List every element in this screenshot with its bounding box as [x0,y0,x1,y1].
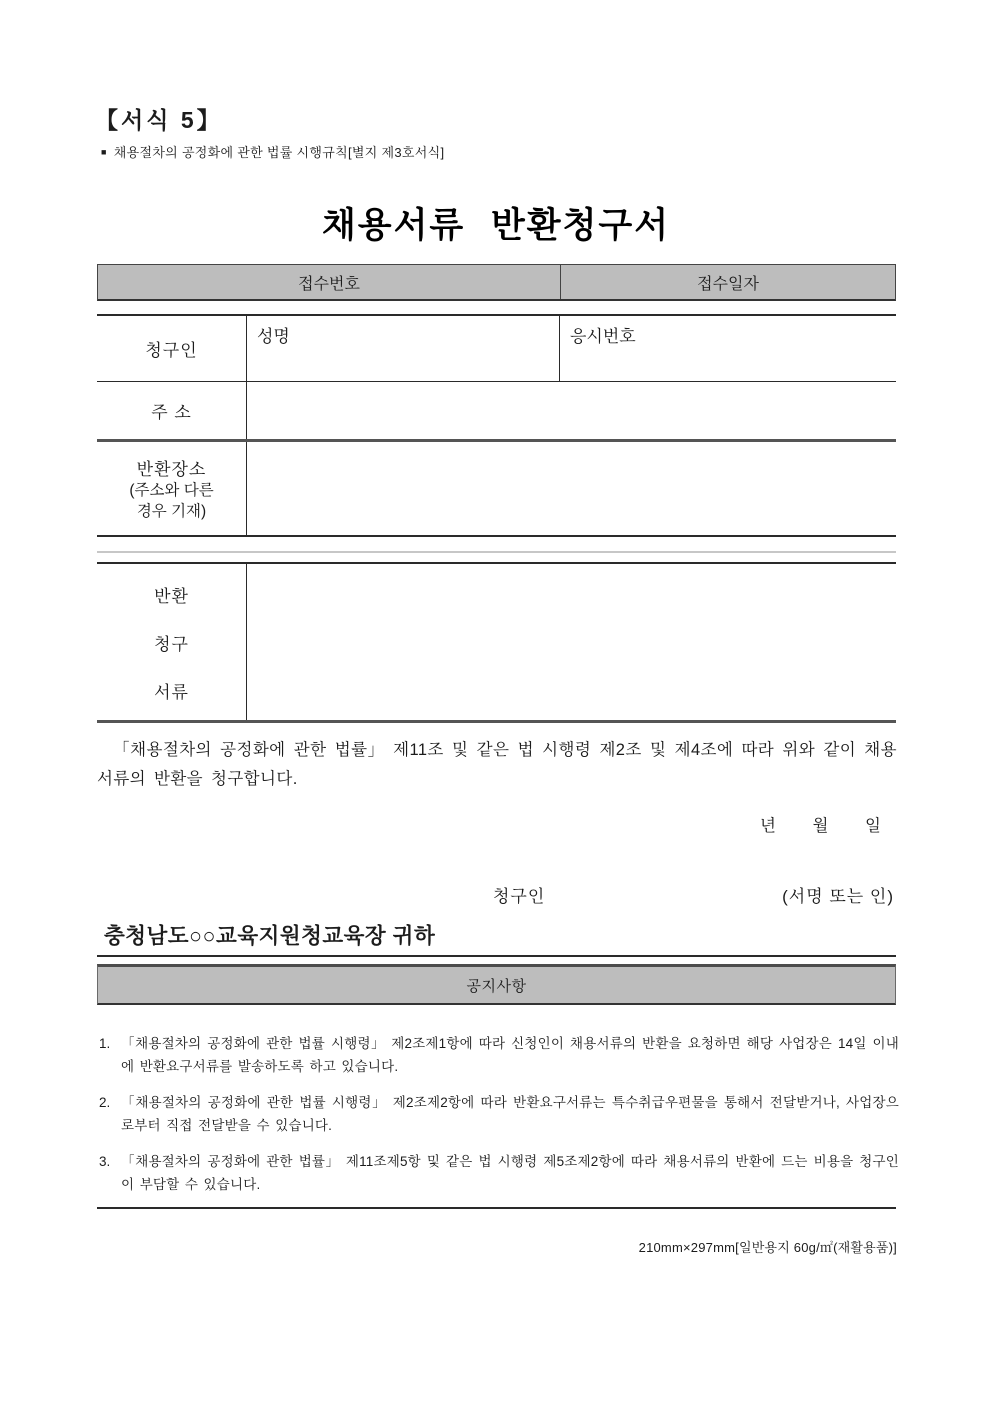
return-documents-label [97,564,247,720]
notice-item-number: 3. [99,1154,111,1169]
return-documents-label-line3: 서류 [154,682,189,702]
paper-spec-note: 210mm×297mm[일반용지 60g/㎡(재활용품)] [638,1240,897,1255]
return-place-label-line2: (주소와 다른 [129,482,214,499]
month-label: 월 [812,817,830,835]
receipt-date-header: 접수일자 [697,275,759,293]
return-documents-table [97,562,896,723]
form-number-tag: 【서식 5】 [95,107,223,133]
divider-above-footer [97,1207,896,1209]
return-place-row-label [97,442,247,535]
signature-line [97,882,896,906]
date-line [97,812,896,836]
year-label: 년 [759,817,777,835]
divider-above-notice [97,955,896,957]
declaration-text: 「채용절차의 공정화에 관한 법률」 제11조 및 같은 법 시행령 제2조 및 제4조에 따라 위와 같이 채용 서류의 반환을 청구합니다. [97,741,897,788]
return-place-label-line1: 반환장소 [136,460,207,479]
address-row [97,382,896,442]
applicant-table [97,314,896,537]
day-label: 일 [865,817,882,835]
notice-item-number: 1. [99,1036,111,1051]
claimant-row-label: 청구인 [97,316,247,381]
notice-item [99,1032,899,1078]
notice-header-bar [97,964,896,1005]
return-place-label-line3: 경우 기재) [136,503,207,520]
notice-item-text: 「채용절차의 공정화에 관한 법률」 제11조제5항 및 같은 법 시행령 제5조제2항에 따라 채용서류의 반환에 드는 비용을 청구인이 부담할 수 있습니다. [121,1154,899,1192]
notice-item-text: 「채용절차의 공정화에 관한 법률 시행령」 제2조제1항에 따라 신청인이 채용서류의 반환을 요청하면 해당 사업장은 14일 이내에 반환요구서류를 발송하도록 하고 있습니다. [121,1036,899,1074]
page-title: 채용서류 반환청구서 [321,206,670,245]
rule-reference-line [101,142,444,161]
receipt-header-row [97,264,896,301]
addressee-line: 충청남도○○교육지원청교육장 귀하 [104,924,436,948]
section-separator-line [97,551,896,553]
notice-item-text: 「채용절차의 공정화에 관한 법률 시행령」 제2조제2항에 따라 반환요구서류는 특수취급우편물을 통해서 전달받거나, 사업장으로부터 직접 전달받을 수 있습니다. [121,1095,899,1133]
name-field[interactable] [247,316,560,381]
signature-claimant-label: 청구인 [493,887,546,906]
exam-number-field-label: 응시번호 [570,327,636,346]
notice-item [99,1150,899,1196]
notice-header-label: 공지사항 [466,977,527,995]
return-documents-label-line2: 청구 [154,634,189,654]
address-field[interactable] [247,382,896,439]
claimant-row [97,316,896,382]
return-place-row [97,442,896,537]
return-place-field[interactable] [247,442,896,535]
receipt-number-header: 접수번호 [98,265,561,299]
notice-item-number: 2. [99,1095,111,1110]
notice-item [99,1091,899,1137]
exam-number-field[interactable] [560,316,896,381]
notice-list [99,1032,899,1209]
square-bullet-icon: ■ [101,147,107,157]
name-field-label: 성명 [257,327,290,346]
return-documents-label-line1: 반환 [154,586,189,606]
return-documents-field[interactable] [247,564,896,720]
signature-seal-note: (서명 또는 인) [782,887,894,906]
address-row-label: 주 소 [97,382,247,439]
rule-reference-text: 채용절차의 공정화에 관한 법률 시행규칙[별지 제3호서식] [113,145,445,160]
